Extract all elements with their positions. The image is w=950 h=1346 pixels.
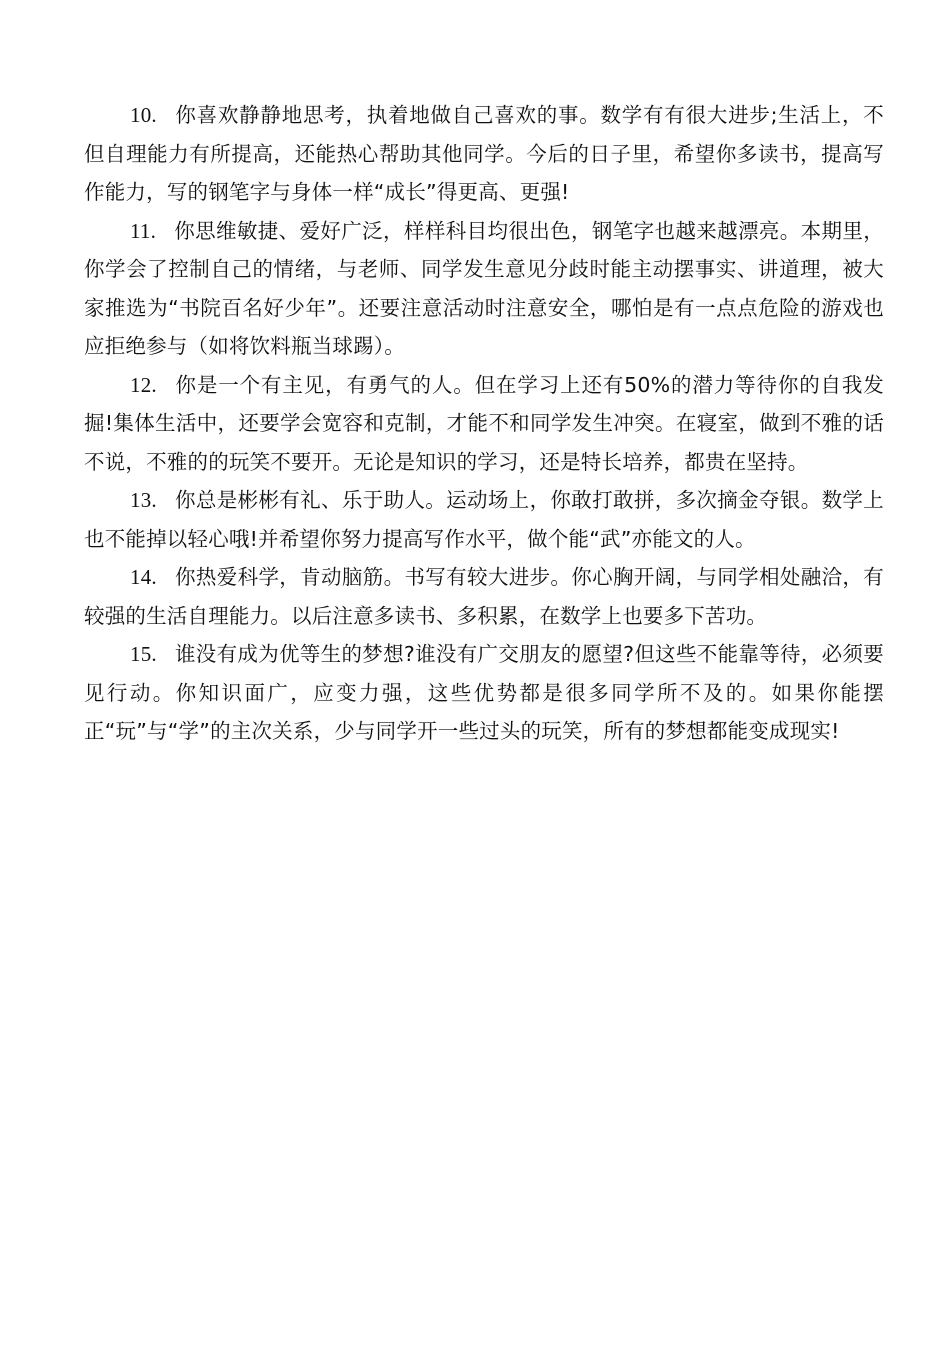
paragraph-10 xyxy=(84,96,884,212)
paragraph-text: 谁没有成为优等生的梦想?谁没有广交朋友的愿望?但这些不能靠等待，必须要见行动。你知识面广，应变力强，这些优势都是很多同学所不及的。如果你能摆正“玩”与“学”的主次关系，少与同学开一些过头的玩笑，所有的梦想都能变成现实! xyxy=(84,642,884,743)
paragraph-14 xyxy=(84,558,884,635)
paragraph-text: 你热爱科学，肯动脑筋。书写有较大进步。你心胸开阔，与同学相处融洽，有较强的生活自理能力。以后注意多读书、多积累，在数学上也要多下苦功。 xyxy=(84,565,884,628)
paragraph-number: 11. xyxy=(130,218,157,243)
paragraph-number: 10. xyxy=(130,103,157,127)
paragraph-13 xyxy=(84,481,884,558)
document-page xyxy=(84,96,884,751)
paragraph-11 xyxy=(84,212,884,366)
paragraph-number: 14. xyxy=(130,565,157,589)
paragraph-text: 你喜欢静静地思考，执着地做自己喜欢的事。数学有有很大进步;生活上，不但自理能力有所提高，还能热心帮助其他同学。今后的日子里，希望你多读书，提高写作能力，写的钢笔字与身体一样“成长”得更高、更强! xyxy=(84,103,884,204)
paragraph-text: 你总是彬彬有礼、乐于助人。运动场上，你敢打敢拼，多次摘金夺银。数学上也不能掉以轻心哦!并希望你努力提高写作水平，做个能“武”亦能文的人。 xyxy=(84,488,884,551)
paragraph-number: 15. xyxy=(130,642,157,666)
paragraph-12 xyxy=(84,366,884,482)
paragraph-text: 你是一个有主见，有勇气的人。但在学习上还有50%的潜力等待你的自我发掘!集体生活中，还要学会宽容和克制，才能不和同学发生冲突。在寝室，做到不雅的话不说，不雅的的玩笑不要开。无论是知识的学习，还是特长培养，都贵在坚持。 xyxy=(84,372,884,474)
paragraph-15 xyxy=(84,635,884,751)
paragraph-number: 12. xyxy=(130,372,157,397)
paragraph-text: 你思维敏捷、爱好广泛，样样科目均很出色，钢笔字也越来越漂亮。本期里，你学会了控制自己的情绪，与老师、同学发生意见分歧时能主动摆事实、讲道理，被大家推选为“书院百名好少年”。还要注意活动时注意安全，哪怕是有一点点危险的游戏也应拒绝参与（如将饮料瓶当球踢）。 xyxy=(84,218,884,358)
paragraph-number: 13. xyxy=(130,488,157,512)
